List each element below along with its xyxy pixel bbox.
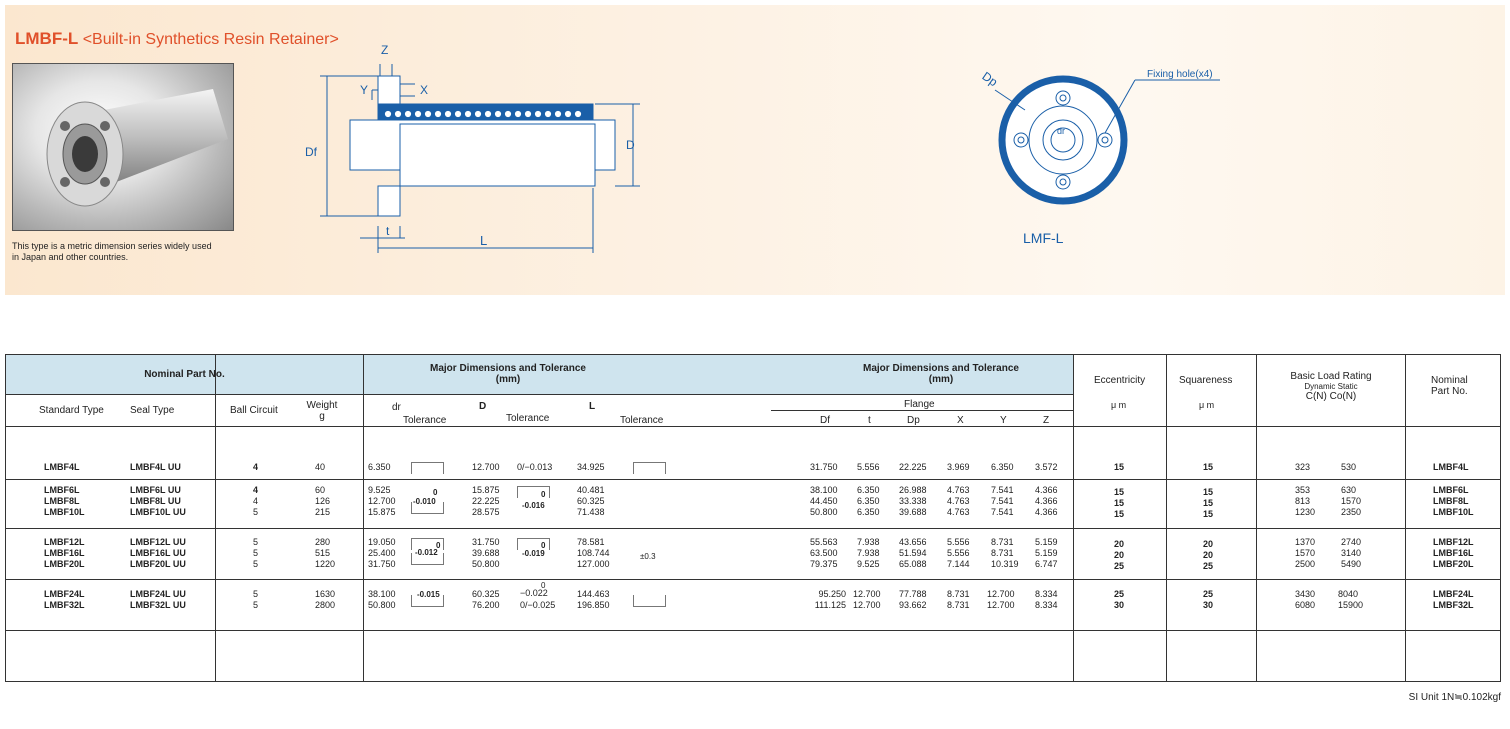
- header-dr-tolerance: Tolerance: [403, 415, 447, 426]
- cell-squareness: 15 15 15: [1203, 487, 1214, 519]
- cell-nominal: LMBF24L LMBF32L: [1433, 589, 1474, 610]
- bushing-image: [13, 64, 233, 230]
- cell-y: 12.700 12.700: [987, 589, 1015, 610]
- header-eccentricity: Eccentricity: [1094, 375, 1146, 386]
- label-fixing-hole: Fixing hole(x4): [1147, 69, 1213, 80]
- cell-d: 31.750 39.688 50.800: [472, 537, 500, 569]
- cell-df: 55.563 63.500 79.375: [810, 537, 838, 569]
- cell-eccentricity: 15 15 15: [1114, 487, 1125, 519]
- cell-l-tol: ±0.3: [640, 552, 656, 561]
- cell-z: 3.572: [1035, 462, 1058, 472]
- cell-standard: LMBF6L LMBF8L LMBF10L: [44, 485, 85, 517]
- cell-df: 95.250 111.125: [814, 589, 846, 610]
- cell-seal: LMBF6L UU LMBF8L UU LMBF10L UU: [130, 485, 186, 517]
- cell-dr-tol-lower: -0.010: [413, 497, 436, 506]
- label-t: t: [386, 224, 390, 238]
- page-title: LMBF-L <Built-in Synthetics Resin Retainer>: [15, 29, 339, 48]
- cell-d-tol-lower: −0.022: [520, 588, 548, 598]
- header-flange: Flange: [904, 399, 935, 410]
- cell-x: 8.731 8.731: [947, 589, 970, 610]
- cell-l: 34.925: [577, 462, 605, 472]
- tolerance-box: [411, 502, 444, 514]
- cell-dr: 38.100 50.800: [368, 589, 396, 610]
- label-z: Z: [381, 43, 389, 57]
- cell-ball: 4 4 5: [253, 485, 259, 517]
- cell-c: 323: [1295, 462, 1311, 472]
- cell-d-tol-lower: -0.019: [522, 549, 545, 558]
- cell-dr-tol-upper: 0: [433, 488, 438, 497]
- cell-dp: 22.225: [899, 462, 927, 472]
- tolerance-box: [411, 553, 444, 565]
- cell-c: 3430 6080: [1295, 589, 1316, 610]
- cell-squareness: 20 20 25: [1203, 539, 1214, 571]
- cell-df: 31.750: [810, 462, 838, 472]
- cell-eccentricity: 15: [1114, 462, 1125, 472]
- cell-standard: LMBF4L: [44, 462, 80, 472]
- side-view-drawing: [300, 38, 660, 263]
- cell-z: 4.366 4.366 4.366: [1035, 485, 1058, 517]
- cell-co: 530: [1341, 462, 1357, 472]
- tolerance-box: [633, 462, 666, 474]
- header-df: Df: [820, 415, 830, 426]
- cell-standard: LMBF24L LMBF32L: [44, 589, 85, 610]
- cell-d: 60.325 76.200: [472, 589, 500, 610]
- cell-dp: 26.988 33.338 39.688: [899, 485, 927, 517]
- cell-z: 8.334 8.334: [1035, 589, 1058, 610]
- cell-l: 40.481 60.325 71.438: [577, 485, 605, 517]
- cell-d-tol-lower: -0.016: [522, 501, 545, 510]
- label-dr: dr: [1057, 126, 1066, 136]
- cell-x: 5.556 5.556 7.144: [947, 537, 970, 569]
- header-dr: dr: [392, 402, 401, 413]
- header-sq-unit: μ m: [1199, 400, 1215, 410]
- header-d-tolerance: Tolerance: [506, 413, 550, 424]
- cell-t: 5.556: [857, 462, 880, 472]
- header-x: X: [957, 415, 964, 426]
- cell-nominal: LMBF6L LMBF8L LMBF10L: [1433, 485, 1474, 517]
- tolerance-box: [633, 595, 666, 607]
- header-l: L: [589, 401, 596, 412]
- cell-c: 1370 1570 2500: [1295, 537, 1316, 569]
- cell-co: 630 1570 2350: [1341, 485, 1362, 517]
- cell-weight: 60 126 215: [315, 485, 331, 517]
- cell-eccentricity: 25 30: [1114, 589, 1125, 610]
- header-standard-type: Standard Type: [39, 405, 104, 416]
- label-y: Y: [360, 83, 369, 97]
- cell-ball: 5 5: [253, 589, 259, 610]
- cell-df: 38.100 44.450 50.800: [810, 485, 838, 517]
- header-l-tolerance: Tolerance: [620, 415, 664, 426]
- header-load-rating: Basic Load Rating Dynamic Static C(N) Co(N): [1290, 371, 1372, 402]
- label-d: D: [626, 138, 635, 152]
- cell-weight: 1630 2800: [315, 589, 336, 610]
- cell-dr: 9.525 12.700 15.875: [368, 485, 396, 517]
- cell-squareness: 25 30: [1203, 589, 1214, 610]
- spec-table: [5, 354, 1501, 682]
- header-seal-type: Seal Type: [130, 405, 175, 416]
- cell-weight: 280 515 1220: [315, 537, 336, 569]
- cell-nominal: LMBF12L LMBF16L LMBF20L: [1433, 537, 1474, 569]
- label-l: L: [480, 233, 488, 248]
- cell-dr-tol: -0.015: [417, 590, 440, 599]
- header-d: D: [479, 401, 487, 412]
- cell-z: 5.159 5.159 6.747: [1035, 537, 1058, 569]
- label-x: X: [420, 83, 429, 97]
- cell-standard: LMBF12L LMBF16L LMBF20L: [44, 537, 85, 569]
- header-ball-circuit: Ball Circuit: [230, 405, 278, 416]
- cell-dr: 19.050 25.400 31.750: [368, 537, 396, 569]
- cell-d-tol: 0/−0.013: [517, 462, 553, 472]
- cell-eccentricity: 20 20 25: [1114, 539, 1125, 571]
- header-z: Z: [1043, 415, 1050, 426]
- flange-front-view: [975, 60, 1250, 255]
- cell-d-tol-upper: 0: [541, 581, 546, 590]
- cell-ball: 5 5 5: [253, 537, 259, 569]
- cell-l: 78.581 108.744 127.000: [577, 537, 610, 569]
- label-df: Df: [305, 145, 317, 159]
- header-y: Y: [1000, 415, 1007, 426]
- cell-co: 8040 15900: [1338, 589, 1364, 610]
- product-photo: [12, 63, 234, 231]
- cell-x: 3.969: [947, 462, 970, 472]
- cell-squareness: 15: [1203, 462, 1214, 472]
- header-nominal: Nominal Part No.: [144, 369, 225, 380]
- cell-y: 8.731 8.731 10.319: [991, 537, 1019, 569]
- cell-nominal: LMBF4L: [1433, 462, 1469, 472]
- cell-l: 144.463 196.850: [577, 589, 610, 610]
- si-unit-note: SI Unit 1N≒0.102kgf: [1408, 692, 1501, 703]
- cell-seal: LMBF12L UU LMBF16L UU LMBF20L UU: [130, 537, 186, 569]
- cell-d-tol-upper: 0: [541, 490, 546, 499]
- cell-d-tol-alt: 0/−0.025: [520, 600, 556, 610]
- header-t: t: [868, 415, 871, 426]
- cell-y: 7.541 7.541 7.541: [991, 485, 1014, 517]
- cell-c: 353 813 1230: [1295, 485, 1316, 517]
- cell-t: 6.350 6.350 6.350: [857, 485, 880, 517]
- header-squareness: Squareness: [1179, 375, 1233, 386]
- header-nominal-right: Nominal Part No.: [1431, 375, 1468, 397]
- label-dp: Dp: [979, 68, 1001, 90]
- cell-dr: 6.350: [368, 462, 391, 472]
- cell-y: 6.350: [991, 462, 1014, 472]
- cell-seal: LMBF24L UU LMBF32L UU: [130, 589, 186, 610]
- header-ecc-unit: μ m: [1111, 400, 1127, 410]
- cell-dr-tol-lower: -0.012: [415, 548, 438, 557]
- tolerance-box: [411, 595, 444, 607]
- cell-x: 4.763 4.763 4.763: [947, 485, 970, 517]
- model-label: LMF-L: [1023, 230, 1064, 246]
- cell-weight: 40: [315, 462, 326, 472]
- tolerance-box: [411, 462, 444, 474]
- header-weight: Weight g: [306, 400, 338, 422]
- header-dp: Dp: [907, 415, 920, 426]
- cell-t: 7.938 7.938 9.525: [857, 537, 880, 569]
- cell-dp: 43.656 51.594 65.088: [899, 537, 927, 569]
- cell-co: 2740 3140 5490: [1341, 537, 1362, 569]
- cell-dr-tol-upper: 0: [436, 541, 441, 550]
- cell-ball: 4: [253, 462, 259, 472]
- cell-dp: 77.788 93.662: [899, 589, 927, 610]
- cell-t: 12.700 12.700: [853, 589, 881, 610]
- description-note: This type is a metric dimension series widely used in Japan and other countries.: [12, 241, 212, 262]
- cell-seal: LMBF4L UU: [130, 462, 181, 472]
- header-major2: Major Dimensions and Tolerance (mm): [863, 363, 1019, 385]
- cell-d: 15.875 22.225 28.575: [472, 485, 500, 517]
- cell-d-tol-upper: 0: [541, 541, 546, 550]
- cell-d: 12.700: [472, 462, 500, 472]
- header-major1: Major Dimensions and Tolerance (mm): [430, 363, 586, 385]
